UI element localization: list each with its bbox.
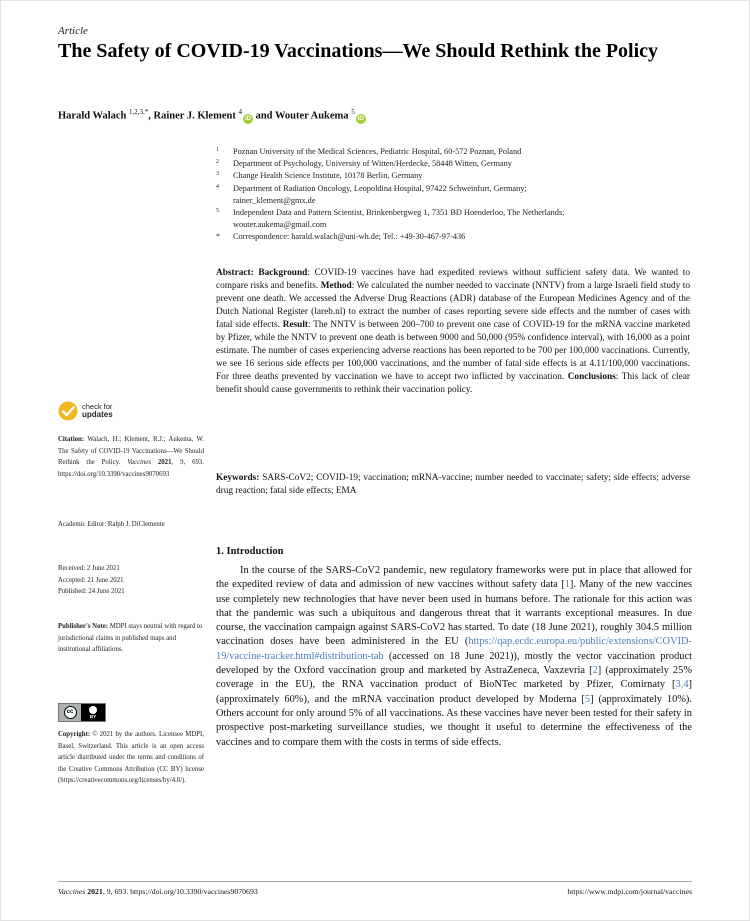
keywords: Keywords: SARS-CoV2; COVID-19; vaccination; mRNA-vaccine; number needed to vaccinate; safety; side effects; adverse drug reaction; fatal side effects; EMA: [216, 473, 690, 496]
copyright: Copyright: © 2021 by the authors. Licensee MDPI, Basel, Switzerland. This article is an open access article distributed under the terms and conditions of the Creative Commons Attribution (CC BY) license (https://creativecommons.org/licenses/by/4.0/).: [58, 731, 204, 784]
footer-citation: Vaccines 2021, 9, 693. https://doi.org/10.3390/vaccines9070693: [58, 887, 258, 896]
author-name[interactable]: Harald Walach: [58, 110, 127, 122]
journal-url[interactable]: https://www.mdpi.com/journal/vaccines: [567, 887, 692, 896]
author-name[interactable]: Wouter Aukema: [274, 110, 349, 122]
publisher-note: Publisher's Note: MDPI stays neutral with regard to jurisdictional claims in published maps and institutional affiliations.: [58, 623, 203, 653]
section-heading: 1. Introduction: [216, 546, 284, 557]
affiliation-marker: 5: [351, 108, 355, 116]
footer-divider: [58, 881, 692, 882]
affiliation-item: 1 Poznan University of the Medical Sciences, Pediatric Hospital, 60-572 Poznan, Poland: [216, 147, 522, 156]
email-link[interactable]: wouter.aukema@gmail.com: [233, 220, 327, 230]
reference-link[interactable]: 3: [675, 679, 681, 691]
academic-editor: Academic Editor: Ralph J. DiClemente: [58, 521, 165, 528]
affiliation-marker: 1,2,3,*: [128, 108, 149, 116]
reference-link[interactable]: 4: [683, 679, 689, 691]
attribution-icon: [89, 706, 97, 714]
citation: Citation: Walach, H.; Klement, R.J.; Aukema, W. The Safety of COVID-19 Vaccinations—We Should Rethink the Policy. Vaccines 2021, 9, 693. https://doi.org/10.3390/vaccines9070693: [58, 436, 204, 478]
affiliations: [216, 146, 696, 244]
cc-icon: cc: [64, 706, 77, 719]
affiliation-item: 5 Independent Data and Pattern Scientist, Brinkenbergweg 1, 7351 BD Hoenderloo, The Netherlands; wouter.aukema@gmail.com: [216, 208, 565, 230]
publication-dates: Received: 2 June 2021 Accepted: 21 June 2021 Published: 24 June 2021: [58, 565, 125, 595]
introduction-paragraph: In the course of the SARS-CoV2 pandemic, new regulatory frameworks were put in place that allowed for the expedited review of data and admission of new vaccines without safety data [1]. Many of the new vaccines use completely new technologies that have never been used in humans before. The rationale for this action was that the pandemic was such a ubiquitous and dangerous threat that it warrants exceptional measures. In due course, the vaccination campaign against SARS-CoV2 has started. To date (18 June 2021), roughly 304.5 million vaccination doses have been administered in the EU (https://qap.ecdc.europa.eu/public/extensions/COVID-19/vaccine-tracker.html#distribution-tab (accessed on 18 June 2021)), mostly the vector vaccination product developed by the Oxford vaccination group and marketed by AstraZeneca, Vaxzevria [2] (approximately 25% coverage in the EU), the RNA vaccination product of BioNTec marketed by Pfizer, Comirnaty [3,4] (approximately 60%), and the mRNA vaccination product developed by Moderna [5] (approximately 10%). Others account for only around 5% of all vaccinations. As these vaccines have never been tested for their safety in prospective post-marketing surveillance studies, we thought it useful to determine the effectiveness of the vaccines and to compare them with the costs in terms of side effects.: [216, 565, 692, 748]
orcid-icon[interactable]: iD: [244, 115, 251, 122]
orcid-icon[interactable]: iD: [357, 115, 364, 122]
reference-link[interactable]: 2: [592, 665, 598, 677]
author-list: Harald Walach $^{1,2,3,*}$, Rainer J. Klement $^4$iD and Wouter Aukema $^5$iD: [58, 108, 364, 122]
affiliation-marker: 4: [238, 108, 242, 116]
check-for-updates-badge[interactable]: check for updates: [58, 401, 113, 421]
correspondence: * Correspondence: harald.walach@uni-wh.de; Tel.: +49-30-467-97-436: [216, 232, 466, 242]
reference-link[interactable]: 1: [564, 579, 570, 591]
cc-by-license-badge[interactable]: cc BY: [58, 703, 106, 722]
article-title: The Safety of COVID-19 Vaccinations—We Should Rethink the Policy: [58, 40, 659, 62]
check-icon: [58, 401, 78, 421]
affiliation-item: 2 Department of Psychology, University of Witten/Herdecke, 58448 Witten, Germany: [216, 159, 512, 169]
author-name[interactable]: Rainer J. Klement: [153, 110, 236, 122]
email-link[interactable]: rainer_klement@gmx.de: [233, 195, 316, 205]
url-link[interactable]: https://qap.ecdc.europa.eu/public/extensions/COVID-19/vaccine-tracker.html#distribution-tab: [216, 636, 692, 662]
reference-link[interactable]: 5: [584, 693, 591, 705]
affiliation-item: 4 Department of Radiation Oncology, Leopoldina Hospital, 97422 Schweinfurt, Germany; rainer_klement@gmx.de: [216, 183, 527, 205]
article-type: Article: [58, 25, 88, 37]
abstract: Abstract: Background: COVID-19 vaccines have had expedited reviews without sufficient safety data. We wanted to compare risks and benefits. Method: We calculated the number needed to vaccinate (NNTV) from a large Israeli field study to prevent one death. We accessed the Adverse Drug Reactions (ADR) database of the European Medicines Agency and of the Dutch National Register (lareb.nl) to extract the number of cases reporting severe side effects and the number of cases with fatal side effects. Result: The NNTV is between 200–700 to prevent one case of COVID-19 for the mRNA vaccine marketed by Pfizer, while the NNTV to prevent one death is between 9000 and 50,000 (95% confidence interval), with 16,000 as a point estimate. The number of cases experiencing adverse reactions has been reported to be 700 per 100,000 vaccinations. Currently, we see 16 serious side effects per 100,000 vaccinations, and the number of fatal side effects is at 4.11/100,000 vaccinations. For three deaths prevented by vaccination we have to accept two inflicted by vaccination. Conclusions: This lack of clear benefit should cause governments to rethink their vaccination policy.: [216, 268, 690, 395]
affiliation-item: 3 Change Health Science Institute, 10178 Berlin, Germany: [216, 171, 423, 181]
